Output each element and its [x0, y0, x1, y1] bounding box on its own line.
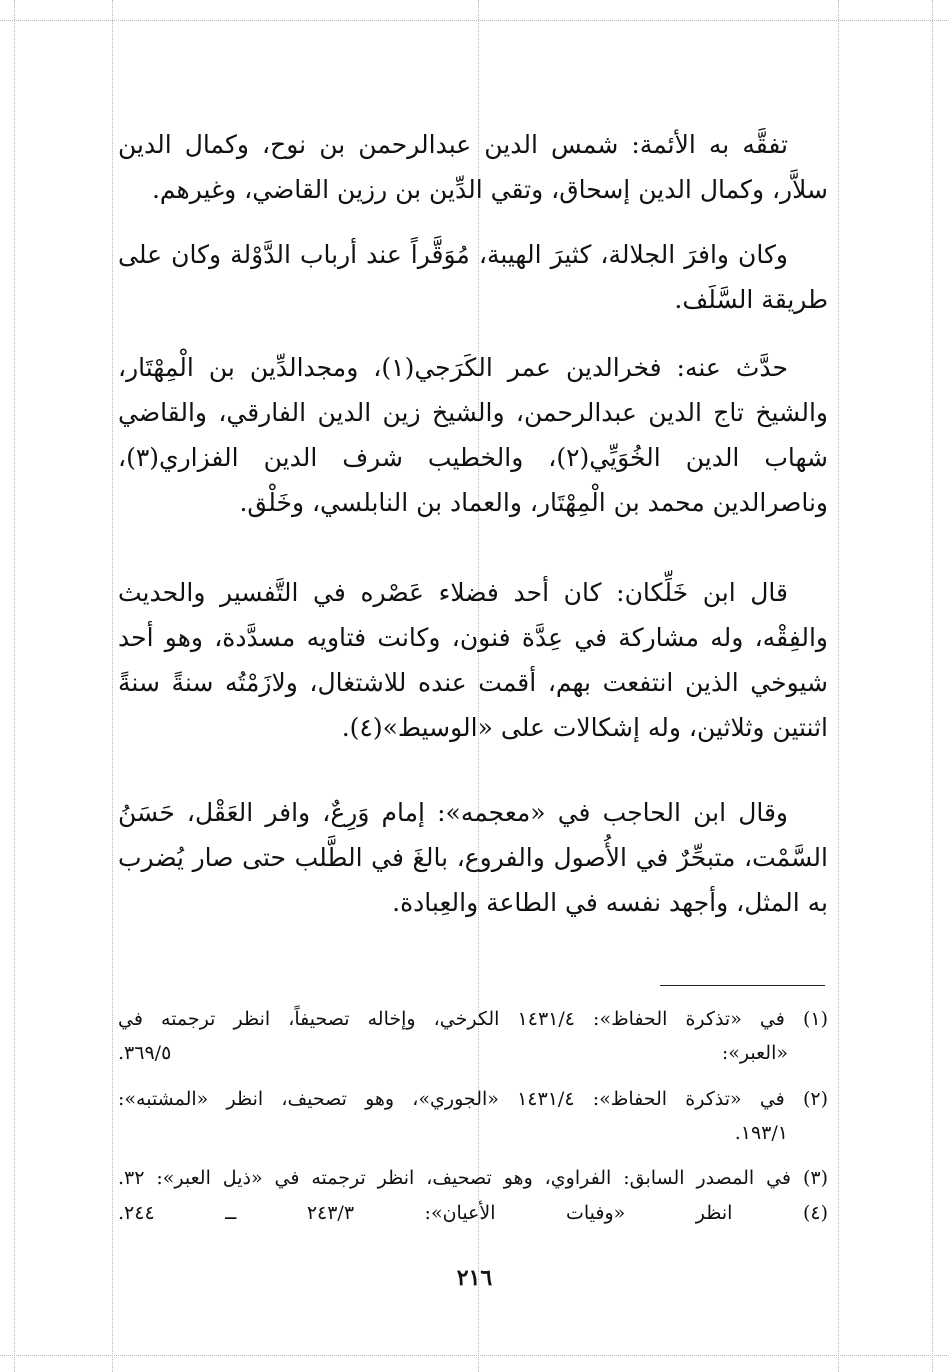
paragraph-narrators [118, 345, 828, 525]
scan-guide [838, 0, 839, 1372]
footnote-separator [660, 985, 825, 986]
text-line: السَّمْت، متبحِّرٌ في الأُصول والفروع، بالغَ في الطَّلب حتى صار يُضرب [118, 843, 828, 872]
text-line: والفِقْه، وله مشاركة في عِدَّة فنون، وكانت فتاويه مسدَّدة، وهو أحد [118, 623, 828, 652]
text-line: تفقَّه به الأئمة: شمس الدين عبدالرحمن بن نوح، وكمال الدين [118, 130, 788, 159]
paragraph-character [118, 232, 828, 322]
footnote-line: (٤) انظر «وفيات الأعيان»: ٢٤٣/٣ ــ ٢٤٤. [118, 1202, 828, 1224]
text-line: وقال ابن الحاجب في «معجمه»: إمام وَرِعٌ، وافر العَقْل، حَسَنُ [118, 798, 788, 827]
footnote-line: (٣) في المصدر السابق: الفراوي، وهو تصحيف، انظر ترجمته في «ذيل العبر»: ٣٢. [118, 1167, 828, 1189]
text-line: قال ابن خَلِّكان: كان أحد فضلاء عَصْره في التَّفسير والحديث [118, 578, 788, 607]
paragraph-students [118, 122, 828, 212]
footnote-line: ١٩٣/١. [734, 1122, 788, 1144]
text-line: به المثل، وأجهد نفسه في الطاعة والعِبادة. [392, 888, 828, 917]
scan-guide [14, 0, 15, 1372]
footnote-3 [118, 1161, 828, 1195]
scan-guide [932, 0, 933, 1372]
text-line: حدَّث عنه: فخرالدين عمر الكَرَجي(١)، ومجدالدِّين بن الْمِهْتَار، [118, 353, 788, 382]
text-line: شهاب الدين الخُوَيِّي(٢)، والخطيب شرف الدين الفزاري(٣)، [118, 443, 828, 472]
footnote-1 [118, 1002, 828, 1070]
scan-guide [0, 20, 949, 21]
text-line: اثنتين وثلاثين، وله إشكالات على «الوسيط»(٤). [341, 713, 828, 742]
paragraph-ibn-khallikan [118, 570, 828, 750]
text-line: شيوخي الذين انتفعت بهم، أقمت عنده للاشتغال، ولازَمْتُه سنةً سنةً [118, 668, 828, 697]
footnote-line: (١) في «تذكرة الحفاظ»: ١٤٣١/٤ الكرخي، وإخاله تصحيفاً، انظر ترجمته في [118, 1008, 828, 1030]
footnote-line: «العبر»: ٣٦٩/٥. [118, 1042, 788, 1064]
text-line: وكان وافرَ الجلالة، كثيرَ الهيبة، مُوَقَّراً عند أرباب الدَّوْلة وكان على [118, 240, 788, 269]
text-line: وناصرالدين محمد بن الْمِهْتَار، والعماد بن النابلسي، وخَلْق. [239, 488, 828, 517]
paragraph-ibn-hajib [118, 790, 828, 925]
scan-guide [0, 1355, 949, 1356]
scan-guide [112, 0, 113, 1372]
footnote-2 [118, 1082, 828, 1150]
text-line: والشيخ تاج الدين عبدالرحمن، والشيخ زين الدين الفارقي، والقاضي [118, 398, 828, 427]
page-number: ٢١٦ [456, 1265, 493, 1291]
text-line: سلاَّر، وكمال الدين إسحاق، وتقي الدِّين بن رزين القاضي، وغيرهم. [151, 175, 828, 204]
text-line: طريقة السَّلَف. [674, 285, 828, 314]
footnote-4 [118, 1196, 828, 1230]
footnote-line: (٢) في «تذكرة الحفاظ»: ١٤٣١/٤ «الجوري»، وهو تصحيف، انظر «المشتبه»: [118, 1088, 828, 1110]
